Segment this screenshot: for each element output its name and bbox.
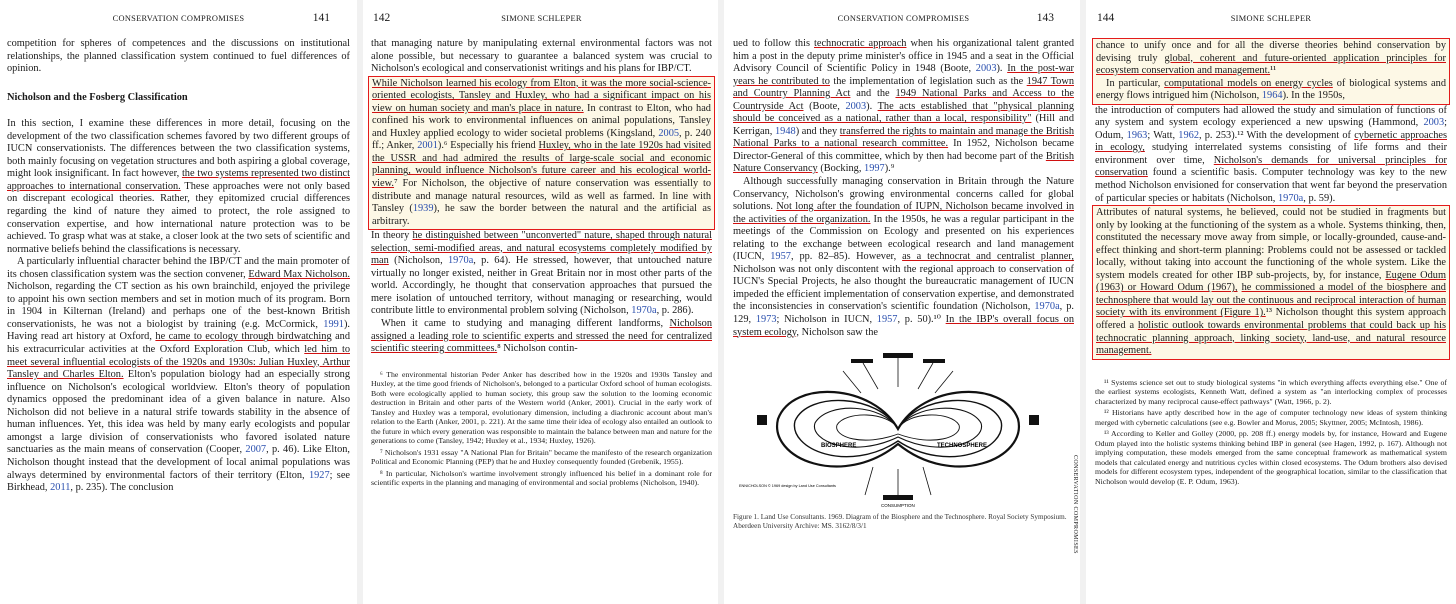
page-number: 144 [1097,12,1115,24]
paragraph: Attributes of natural systems, he believed, could not be studied in fragments but only by looking at the functioning of the system as a whole. Systems thinking, then, constituted the necessary move away from simple, or locally-grounded, cause-and-effect thinking and short-term planning: Problems could not be assessed or tackled locally, without taking into account the functioning of the whole system. Like the system models created for other IBP sub-projects, by, for instance, Eugene Odum (1963) or Howard Odum (1967), he commissioned a model of the biosphere and technosphere that would lay out the continuous and reciprocal interaction of human society with its environment (Figure 1).¹³ Nicholson thought this system approach offered a holistic outlook towards environmental problems that could back up his technocratic planning approach, linking society, land-use, and natural resource management. [1096,207,1447,357]
page-number: 143 [1036,12,1054,24]
citation-link[interactable]: 1970a [448,255,474,267]
highlight-box [1092,205,1450,360]
underlined-text: computational models on energy cycles [1164,77,1333,89]
citation-link[interactable]: 1957 [770,251,791,263]
running-head-title: SIMONE SCHLEPER [501,14,582,23]
underlined-text: he commissioned a model of the biosphere and technosphere that would lay out the continuous and reciprocal interaction of human society with its environment (Figure 1). [1096,282,1446,319]
underlined-text: he distinguished between "unconverted" nature, shaped through natural selection, semi-modified areas, and natural ecosystems completely modified by man [371,230,712,267]
citation-link[interactable]: 1939 [412,203,434,215]
page-body [733,38,1074,339]
underlined-text: led him to meet several influential ecologists of the 1920s and 1930s: Julian Huxley, Arthur Tansley and Charles Elton. [7,344,350,381]
label-biosphere: BIOSPHERE [821,443,857,450]
paragraph: ued to follow this technocratic approach when his organizational talent granted him a post in the deputy prime minister's office in 1945 and a seat in the Official Advisory Council of Scientific Policy in 1948 (Boote, 2003). In the post-war years he contributed to the implementation of legislation such as the 1947 Town and Country Planning Act and the 1949 National Parks and Access to the Countryside Act (Boote, 2003). The acts established that "physical planning should be conceived as a national, rather than a local, responsibility" (Hill and Kerrigan, 1948) and they transferred the rights to maintain and manage the British National Parks to a national research committee. In 1952, Nicholson became Director-General of this committee, which by then had become part of the British Nature Conservancy (Bocking, 1997).⁹ [733,38,1075,175]
paragraph: Although successfully managing conservation in Britain through the Nature Conservancy, Nicholson's growing environmental concerns called for global solutions. Not long after the foundation of IUPN, Nicholson became involved in the activities of the organization. In the 1950s, he was a regular participant in the meetings of the Commission on Ecology and presented on his experiences relating to the exchange between ecological research and land management (IUCN, 1957, pp. 82–85). However, as a technocrat and centralist planner, Nicholson was not only discontent with the regional approach to conservation of IUCN's Special Projects, he also thought the bureaucratic management of IUCN impeded the efficient implementation of conservation expertise, and demonstrated the inconsistencies in conservation's scientific foundation (Nicholson, 1970a, p. 129, 1973; Nicholson in IUCN, 1957, p. 50).¹⁰ In the IBP's overall focus on system ecology, Nicholson saw the [733,176,1075,338]
citation-link[interactable]: 1970a [1034,301,1060,313]
running-head [1095,0,1447,38]
citation-link[interactable]: 2003 [845,100,867,112]
footnotes [1095,378,1447,487]
underlined-text: holistic outlook towards environmental problems that could back up his technocratic planning approach, linking society, land-use, and natural resource management. [1096,320,1446,357]
citation-link[interactable]: 1964 [1261,90,1283,102]
citation-link[interactable]: 2001 [417,140,438,152]
underlined-text: In the IBP's overall focus on system ecology, [733,314,1074,338]
citation-link[interactable]: 1948 [775,125,796,137]
running-head-title: CONSERVATION COMPROMISES [112,14,245,23]
paragraph: chance to unify once and for all the diverse theories behind conservation by devising truly global, coherent and future-oriented application principles for ecosystem conservation and management.¹¹ [1096,40,1446,77]
figure-caption: Figure 1. Land Use Consultants. 1969. Diagram of the Biosphere and the Technosphere. Royal Society Symposium. Aberdeen University Archive: MS. 3162/8/3/1 [733,513,1067,530]
paragraph: While Nicholson learned his ecology from Elton, it was the more social-science-oriented ecologists, Tansley and Huxley, who had a significant impact on his view on human society and man's place in nature. In contrast to Elton, who had confined his work to environmental influences on animal populations, Tansley and Huxley applied ecology to wider societal problems (Kingsland, 2005, p. 240 ff.; Anker, 2001).⁶ Especially his friend Huxley, who in the late 1920s had visited the USSR and had admired the results of large-scale social and economic planning, would influence Nicholson's future career and his ecological world-view.⁷ For Nicholson, the objective of nature conservation was essentially to distribute and manage natural resources, wild as well as farmed. In line with Tansley (1939), he saw the border between the natural and the artificial as arbitrary. [372,77,712,227]
footnote: ¹³ According to Keller and Golley (2000, pp. 208 ff.) energy models by, for instance, Howard and Eugene Odum played into the holistic systems thinking behind IBP in general (see Hagen, 1992, p. 167). Although not implying computation, these models emerged from the same conceptual framework as mathematical system models that calculated energy and nutritious cycles within closed ecosystems. The Odum brothers also devised models for different ecosystem types, independent of the geographical location, similar to the classification that Nicholson would develop (E. P. Odum, 1963). [1095,429,1447,486]
citation-link[interactable]: 1973 [755,314,777,326]
citation-link[interactable]: 1970a [1277,192,1304,204]
underlined-text: Not long after the foundation of IUPN, Nicholson became involved in the activities of the organization. [733,201,1074,225]
underlined-text: cybernetic approaches in ecology, [1095,129,1447,154]
footnote: ¹¹ Systems science set out to study biological systems "in which everything affects everything else." One of the earliest systems ecologists, Kenneth Watt, defined a system as "an interlocking complex of processes characterized by many reciprocal cause-effect pathways" (Watt, 1966, p. 2). [1095,377,1447,406]
citation-link[interactable]: 2007 [245,444,267,456]
paragraph: In particular, computational models on energy cycles of biological systems and energy flows intrigued him (Nicholson, 1964). In the 1950s, [1096,77,1446,102]
underlined-text: Eugene Odum (1963) or Howard Odum (1967), [1096,269,1446,294]
citation-link[interactable]: 1991 [323,318,344,330]
underlined-text: Nicholson assigned a leading role to scientific experts and stressed the need for centralized scientific steering committees. [371,318,712,355]
citation-link[interactable]: 2003 [975,63,997,75]
underlined-text: In the post-war years he contributed to [733,63,1074,87]
underlined-text: the two systems represented two distinct approaches to international conservation. [7,168,350,192]
highlight-box [368,76,715,231]
paragraph: A particularly influential character behind the IBP/CT and the main promoter of its chosen classification system was the section convener, Edward Max Nicholson. Nicholson, regarding the CT section as his own brainchild, enjoyed the privilege to appoint his own section members and set in motion much of its program. Born in 1904 in Kilternan (Ireland) and perhaps one of the best-known British conservationists, he was not a biologist by training (e.g. McCormick, 1991). Having read art history at Oxford, he came to ecology through birdwatching and his extracurricular activities at the Oxford Exploration Club, which led him to meet several influential ecologists of the 1920s and 1930s: Julian Huxley, Arthur Tansley and Charles Elton. Elton's population biology had an especially strong influence on Nicholson's ecological worldview. Elton's theory of population dynamics opposed the predominant idea of a given balance in nature. Also Nicholson did not believe in a natural strife towards stability in the absence of human influences. Yet, this idea was held by many early ecologists and popular amongst a large division of conservationists who favored isolated nature sanctuaries as the main means of conservation (Cooper, 2007, p. 46). Like Elton, Nicholson thought instead that the development of local animal populations was always determined by environmental factors of their territory (Elton, 1927; see Birkhead, 2011, p. 235). The conclusion [7,256,351,494]
underlined-text: technocratic approach [814,38,907,49]
running-head-title: SIMONE SCHLEPER [1230,14,1312,23]
paragraph: that managing nature by manipulating external environmental factors was not alone possible, but necessary to guarantee a balanced system was crucial to Nicholson's ecological and conservationist writings and his plans for IBP/CT. [371,38,712,75]
underlined-text: transferred the rights to maintain and manage the British National Parks to a national research committee. [733,125,1074,150]
biosphere-technosphere-diagram [733,349,1063,511]
underlined-text: global, coherent and future-oriented application principles for ecosystem conservation and management. [1096,52,1446,77]
underlined-text: as a technocrat and centralist planner, [902,251,1074,263]
page-number: 141 [312,12,330,24]
footnote: ⁷ Nicholson's 1931 essay "A National Plan for Britain" became the manifesto of the research organization Political and Economic Planning (PEP) that he and Huxley consequently founded (Grebenik, 1955). [371,447,712,467]
page-body [1095,38,1447,360]
page-141 [0,0,357,604]
citation-link[interactable]: 1963 [1126,129,1148,141]
footnote: ⁶ The environmental historian Peder Anker has described how in the 1920s and 1930s Tansley and Huxley, at the time good friends of Nicholson's, belonged to a particular Oxford school of human ecologists. Both were ecologically applied to human society, this group saw the solution to the looming economic destruction in Britain and other parts of the Western world (Anker, 2001). Crucial in the early work of Tansley and Huxley was a temporal, evolutionary dimension, including a diachronic account about man's relation to the Earth (Anker, 2001, p. 221). At the same time their idea of ecology also entailed an outlook to the future in which every generation was responsible to maintain the balance between man and nature for the generations to come (Tansley, 1942; Huxley et al., 1934; Huxley, 1926). [371,369,712,446]
label-technosphere: TECHNOSPHERE [937,443,988,450]
running-head [733,0,1074,38]
section-heading: Nicholson and the Fosberg Classification [7,91,188,103]
citation-link[interactable]: 1962 [1178,129,1199,141]
underlined-text: British Nature Conservancy [733,150,1075,175]
running-head-title: CONSERVATION COMPROMISES [837,14,970,23]
paragraph: the introduction of computers had allowed the study and simulation of functions of any system and system ecology experienced a new upswing (Hammond, 2003; Odum, 1963; Watt, 1962, p. 253).¹² With the development of cybernetic approaches in ecology, studying interrelated systems consisting of life forms and their environment over time, Nicholson's demands for universal principles for conservation found a scientific basis. Computer technology was key to the new method Nicholson envisioned for conservation that went far beyond the preservation of particular species or habitats (Nicholson, 1970a, p. 59). [1095,104,1448,204]
running-head [371,0,712,38]
figure-1 [733,349,1074,530]
underlined-text: The acts established that "physical planning should be conceived as a national, rather than a local, responsibility" [733,100,1074,125]
footnote: ⁸ In particular, Nicholson's wartime involvement strongly influenced his belief in a dominant role for scientific experts in the planning and managing of environmental and social problems (Nicholson, 1940). [371,468,712,488]
citation-link[interactable]: 2011 [50,482,71,494]
citation-link[interactable]: 1927 [308,469,330,481]
underlined-text: Huxley, who in the late 1920s had visited the USSR and had admired the results of large-scale social and economic planning, would influence Nicholson's future career and his ecological world-view. [372,140,712,190]
underlined-text: While Nicholson learned his ecology from Elton, it was the more social-science-oriented ecologists, Tansley and Huxley, who had a significant impact on his view on human society and man's place in nature. [372,77,711,114]
underlined-text: he came to ecology through birdwatching [155,331,332,343]
citation-link[interactable]: 2005 [658,127,680,139]
underlined-text: 1949 National Parks and Access to the Countryside Act [733,88,1074,112]
highlight-box [1092,38,1450,105]
citation-link[interactable]: 1957 [876,314,898,326]
label-consumption: CONSUMPTION [881,503,915,509]
page-body [371,38,712,356]
page-143 [724,0,1080,604]
page-body [7,38,350,495]
page-number: 142 [373,12,391,24]
figure-credit: ENNICHOLSON © 1969 design by Land Use Consultants [739,484,836,489]
paragraph: In theory he distinguished between "unconverted" nature, shaped through natural selection, semi-modified areas, and natural ecosystems completely modified by man (Nicholson, 1970a, p. 64). He stressed, however, that untouched nature virtually no longer existed, neither in Great Britain nor in most other parts of the world. Accordingly, he thought that conservation approaches that pursued the mere isolation of untouched territory, without managing or researching, would contribute little to environmental problem solving (Nicholson, 1970a, p. 286). [371,230,713,317]
paragraph: When it came to studying and managing different landforms, Nicholson assigned a leading role to scientific experts and stressed the need for centralized scientific steering committees.⁸ Nicholson contin- [371,318,712,355]
paragraph: competition for spheres of competences and the discussions on institutional relationships, the planned classification system continued to fuel differences of opinion. [7,38,350,75]
page-142 [363,0,718,604]
underlined-text: Nicholson's demands for universal principles for conservation [1095,154,1447,179]
page-144 [1086,0,1456,604]
footnotes [371,370,712,488]
paragraph: In this section, I examine these differences in more detail, focusing on the development of the two classification schemes favored by two different groups of IUCN conservationists. The differences between the two classification systems, both mainly focusing on vegetation structures and both aspiring a global coverage, might look insignificant. In fact however, the two systems represented two distinct approaches to international conservation. These approaches were not only based on discrepant ecological theories. Rather, they epitomized crucial differences regarding the kind of nature they aimed to protect, the role assigned to conservation expertise, and how international nature protection was to be achieved. To grasp what was at stake, a closer look at the two sets of scientific and normative beliefs behind the classifications is necessary. [7,118,350,255]
running-head [7,0,350,38]
underlined-text: 1947 Town and Country Planning Act [733,75,1074,100]
citation-link[interactable]: 1997 [864,163,885,175]
underlined-text: Edward Max Nicholson. [248,268,350,280]
citation-link[interactable]: 1970a [631,305,657,317]
footnote: ¹² Historians have aptly described how in the age of computer technology new ideas of system thinking merged with cybernetic calculations (see e.g. Bowler and Morus, 2005; Skyttner, 2005; McIntosh, 1986). [1095,408,1447,427]
side-running-head: CONSERVATION COMPROMISES [1072,455,1078,554]
citation-link[interactable]: 2003 [1423,117,1445,129]
